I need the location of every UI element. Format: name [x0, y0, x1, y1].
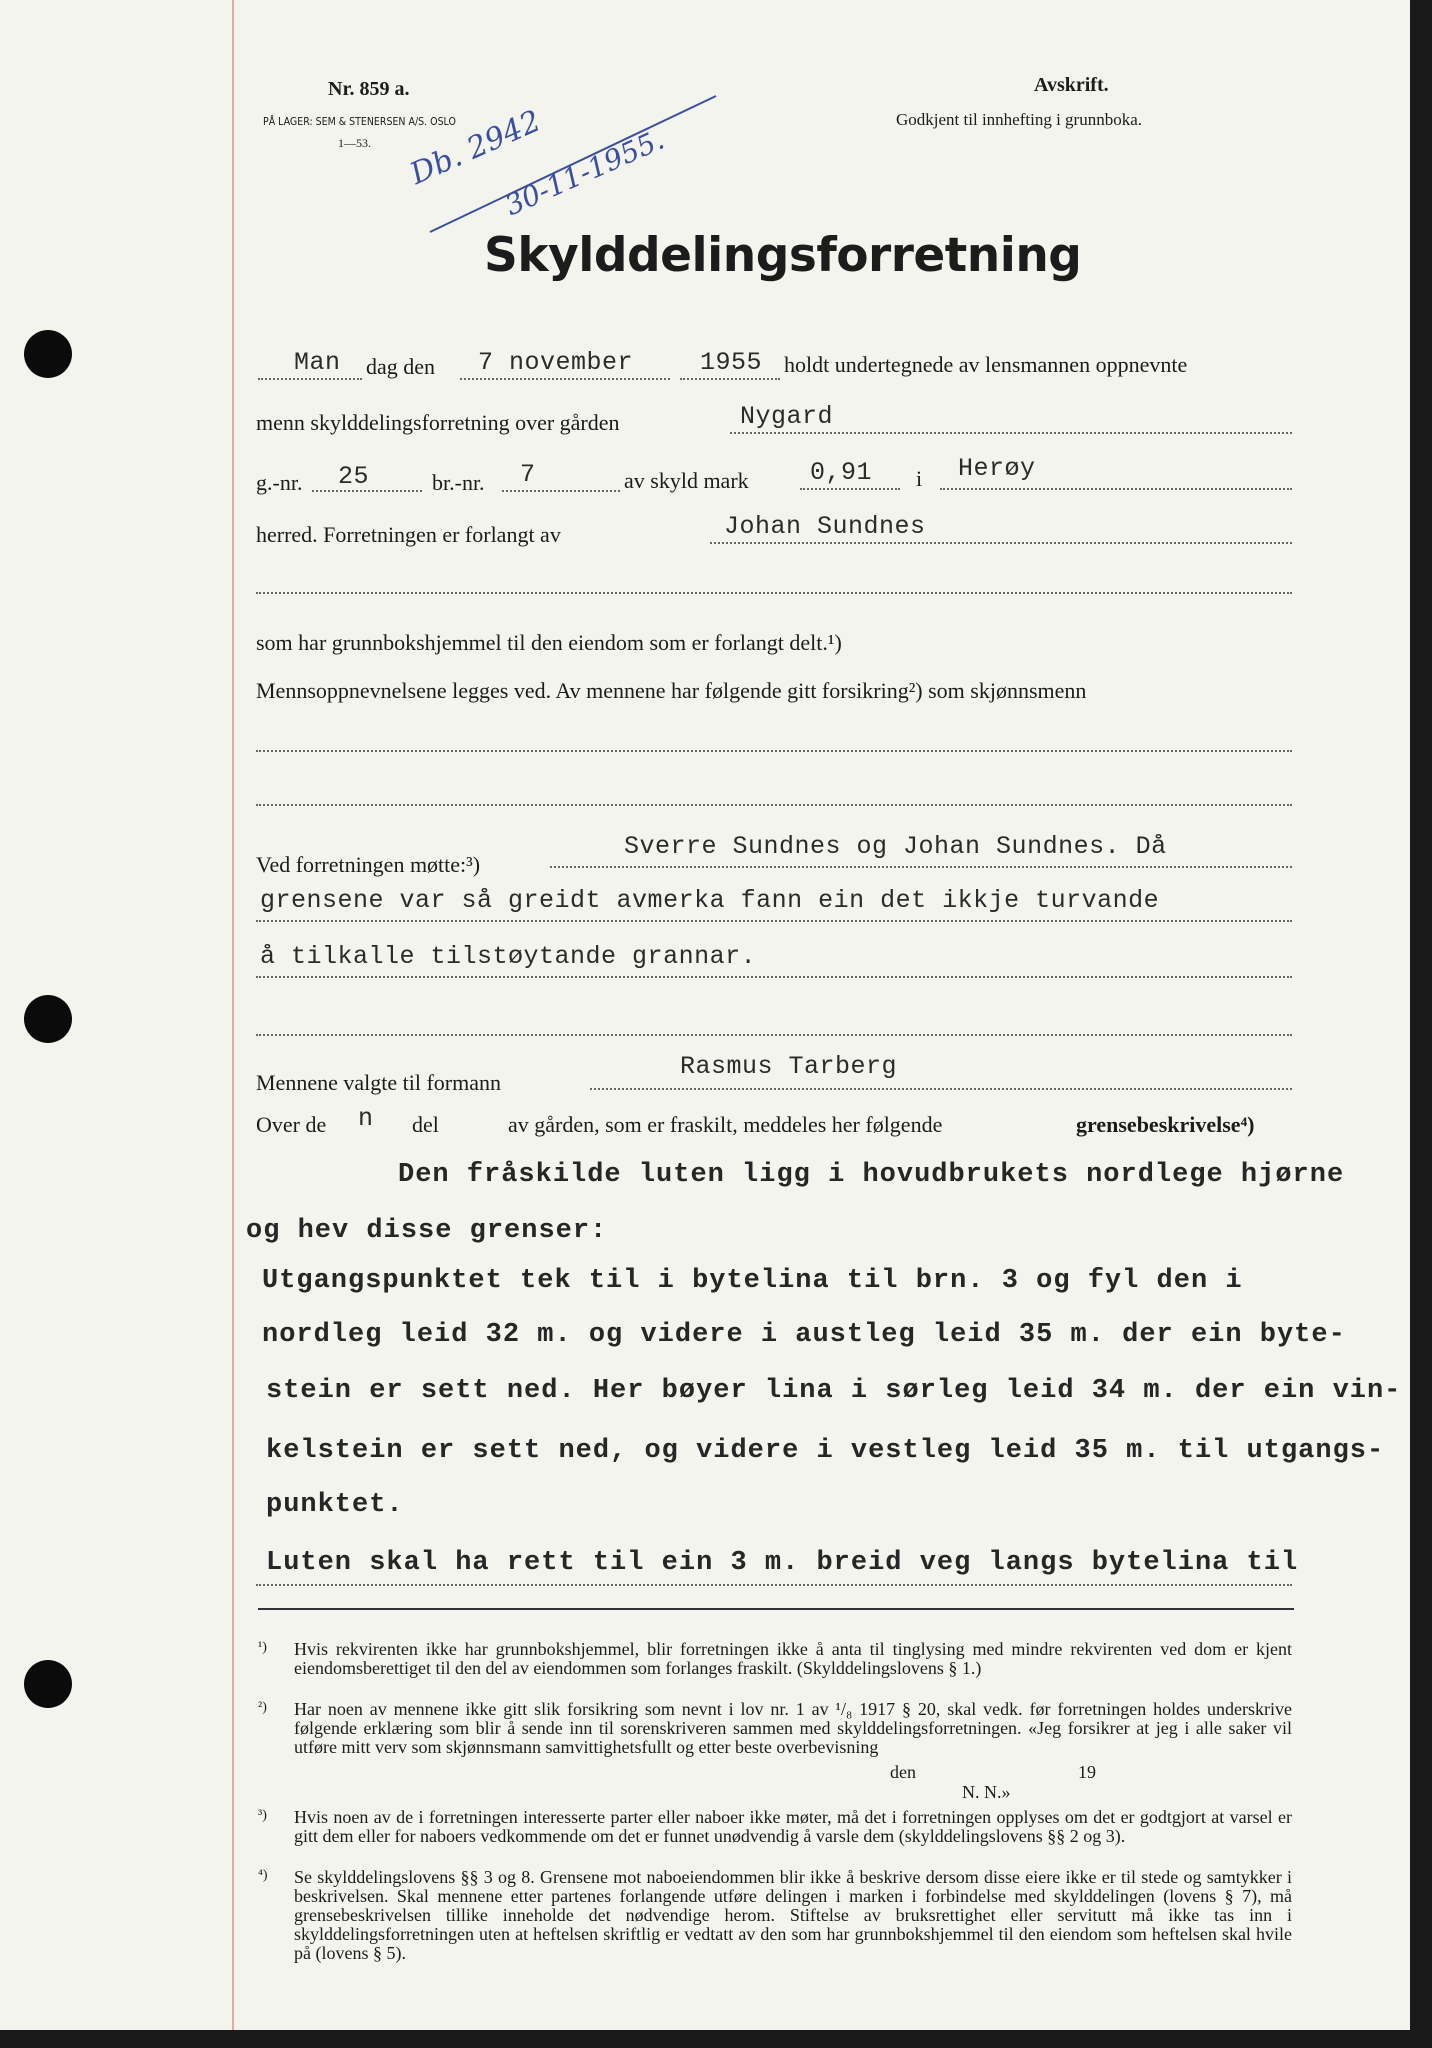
boundary-line-8: Luten skal ha rett til ein 3 m. breid veg langs bytelina til — [266, 1548, 1299, 1578]
footnote-3-marker: ³) — [258, 1808, 267, 1823]
brnr-label: br.-nr. — [432, 470, 485, 495]
farm-value: Nygard — [740, 402, 834, 431]
footnote-1-marker: ¹) — [258, 1640, 267, 1655]
oppnevnelse-line: Mennsoppnevnelsene legges ved. Av mennene har følgende gitt forsikring²) som skjønnsmenn — [256, 678, 1087, 703]
boundary-line-6: kelstein er sett ned, og videre i vestleg leid 35 m. til utgangs- — [266, 1436, 1385, 1466]
footnote-2-signature: N. N.» — [962, 1782, 1011, 1802]
chairman-value: Rasmus Tarberg — [680, 1052, 898, 1081]
boundary-line-1: Den fråskilde luten ligg i hovudbrukets nordlege hjørne — [398, 1160, 1345, 1190]
municipality-value: Herøy — [958, 454, 1036, 483]
printer-date: 1—53. — [338, 136, 371, 150]
hjemmel-line: som har grunnbokshjemmel til den eiendom som er forlangt delt.¹) — [256, 630, 842, 655]
over-label: Over de — [256, 1112, 327, 1137]
scan-border-bottom — [0, 2030, 1432, 2048]
form-number: Nr. 859 a. — [328, 78, 410, 100]
document-title: Skylddelingsforretning — [484, 228, 1082, 283]
boundary-line-4: nordleg leid 32 m. og videre i austleg leid 35 m. der ein byte- — [262, 1320, 1346, 1350]
weekday-value: Man — [294, 348, 341, 377]
scan-border-right — [1410, 0, 1432, 2048]
skyld-label: av skyld mark — [624, 468, 749, 493]
punch-hole-middle — [24, 995, 72, 1043]
brnr-value: 7 — [520, 460, 536, 489]
day-label: dag den — [366, 354, 436, 379]
gnr-label: g.-nr. — [256, 470, 303, 495]
footnote-4: Se skylddelingslovens §§ 3 og 8. Grensene mot naboeiendommen blir ikke å beskrive dersom disse eiere ikke er til stede og samtykker i beskrivelsen. Skal mennene etter partenes forlangende utføre delingen i marken i forbindelse med skylddelingen (lovens § 7), må grensebeskrivelsen tillike inneholde det nødvendige herom. Stiftelse av bruksrettighet eller servitutt må ikke tas inn i skylddelingsforretningen uten at heftelsen skriftlig er vedtatt av den som har grunnbokshjemmel til den eiendom som heftelsen skal hvile på (lovens § 5). — [294, 1867, 1292, 1963]
punch-hole-bottom — [24, 1660, 72, 1708]
approved-line: Godkjent til innhefting i grunnboka. — [896, 110, 1142, 129]
boundary-line-7: punktet. — [266, 1490, 404, 1520]
footnote-2-year: 19 — [1078, 1762, 1096, 1782]
footnote-2-den: den — [890, 1762, 916, 1782]
part-suffix-value: n — [358, 1104, 374, 1133]
attendance-line-1: Sverre Sundnes og Johan Sundnes. Då — [624, 832, 1167, 861]
footnote-4-marker: ⁴) — [258, 1868, 268, 1883]
fraskilt-label: av gården, som er fraskilt, meddeles her følgende — [508, 1112, 943, 1137]
date-value: 7 november — [478, 348, 634, 377]
footnote-3: Hvis noen av de i forretningen interesserte parter eller naboer ikke møter, må det i forretningen opplyses om det er godtgjort at varsel er gitt dem eller for naboers vedkommende om det er funnet unødvendig å varsle dem (skylddelingslovens §§ 2 og 3). — [294, 1807, 1292, 1846]
skyld-value: 0,91 — [810, 458, 873, 487]
attendance-line-3: å tilkalle tilstøytande grannar. — [260, 942, 757, 971]
footnote-2: Har noen av mennene ikke gitt slik forsikring som nevnt i lov nr. 1 av ¹/₈ 1917 § 20, skal vedk. før forretningen holdes underskrive følgende erklæring som blir å sende inn til sorenskriveren sammen med skylddelingsforretningen. «Jeg forsikrer at jeg i alle saker vil utføre mitt verv som skjønnsmann samvittighetsfullt og etter beste overbevisning — [294, 1699, 1292, 1757]
punch-hole-top — [24, 330, 72, 378]
copy-label: Avskrift. — [1034, 74, 1109, 96]
attendance-label: Ved forretningen møtte:³) — [256, 852, 481, 877]
footnote-1: Hvis rekvirenten ikke har grunnbokshjemmel, blir forretningen ikke å anta til tinglysing med mindre rekvirenten ved dom er kjent eiendomsberettiget til den del av eiendommen som forlanges fraskilt. (Skylddelingslovens § 1.) — [294, 1639, 1292, 1678]
gnr-value: 25 — [338, 462, 370, 491]
handwritten-date: 30-11-1955. — [500, 122, 670, 223]
held-label: holdt undertegnede av lensmannen oppnevnte — [784, 352, 1188, 377]
year-value: 1955 — [700, 348, 763, 377]
boundary-line-3: Utgangspunktet tek til i bytelina til brn. 3 og fyl den i — [262, 1266, 1243, 1296]
requested-by-value: Johan Sundnes — [724, 512, 926, 541]
requested-label: herred. Forretningen er forlangt av — [256, 522, 561, 547]
printer-line: PÅ LAGER: SEM & STENERSEN A/S. OSLO — [263, 116, 456, 128]
in-label: i — [916, 466, 923, 491]
grensebeskrivelse-label: grensebeskrivelse⁴) — [1076, 1112, 1255, 1137]
attendance-line-2: grensene var så greidt avmerka fann ein det ikkje turvande — [260, 886, 1160, 915]
boundary-line-2: og hev disse grenser: — [246, 1216, 608, 1246]
boundary-line-5: stein er sett ned. Her bøyer lina i sørleg leid 34 m. der ein vin- — [266, 1376, 1402, 1406]
farm-label: menn skylddelingsforretning over gården — [256, 410, 620, 435]
footnote-2-marker: ²) — [258, 1700, 267, 1715]
handwritten-reference: Db. 2942 — [405, 103, 546, 192]
footnote-rule — [258, 1608, 1294, 1610]
margin-line — [232, 0, 234, 2030]
chairman-label: Mennene valgte til formann — [256, 1070, 501, 1095]
del-label: del — [412, 1112, 439, 1137]
